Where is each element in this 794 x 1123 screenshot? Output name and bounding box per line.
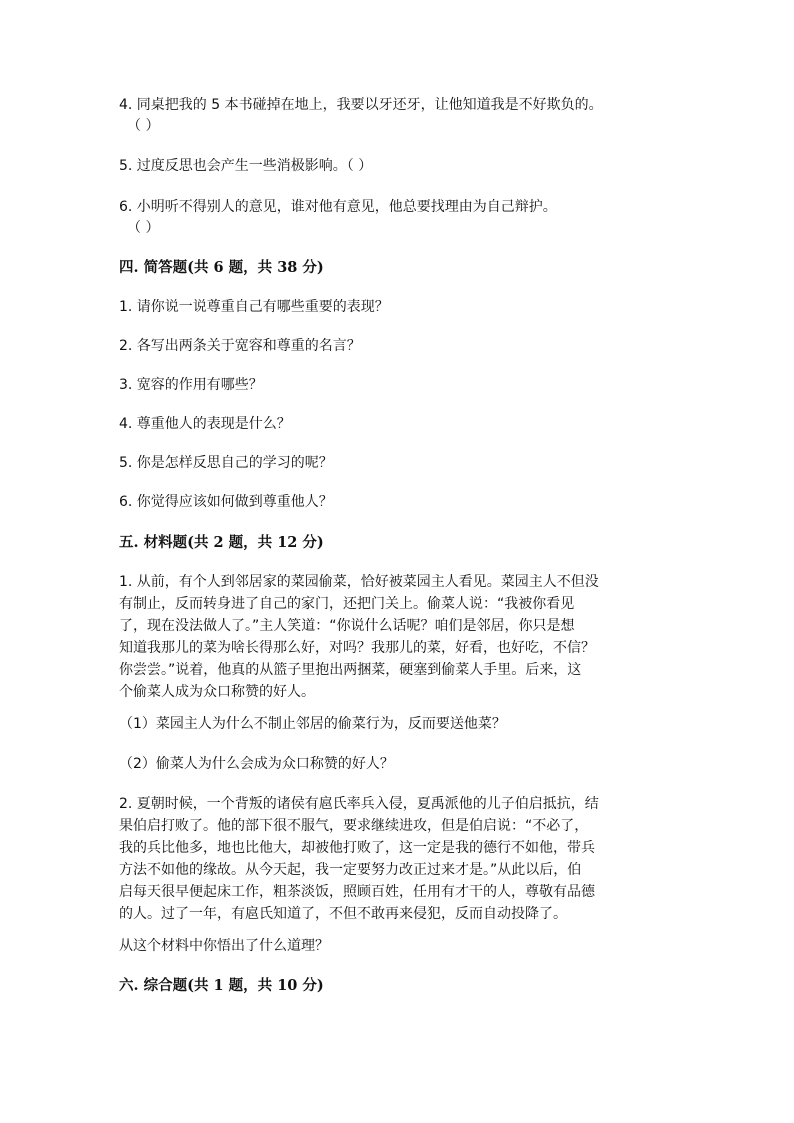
material-1-passage: [119, 571, 679, 703]
short-answer-question-2: 2. 各写出两条关于宽容和尊重的名言？: [119, 338, 361, 354]
passage-line: 个偷菜人成为众口称赞的好人。: [119, 684, 315, 700]
passage-line: 启每天很早便起床工作，粗茶淡饭，照顾百姓，任用有才干的人，尊敬有品德: [119, 884, 595, 900]
section-heading-comprehensive: 六. 综合题(共 1 题，共 10 分): [119, 977, 324, 994]
material-1-subquestion-1: （1）菜园主人为什么不制止邻居的偷菜行为，反而要送他菜？: [119, 716, 506, 732]
passage-line: 果伯启打败了。他的部下很不服气，要求继续进攻，但是伯启说：“不必了，: [119, 818, 589, 834]
tf-question-4: [119, 95, 679, 137]
passage-line: 知道我那儿的菜为啥长得那么好，对吗？我那儿的菜，好看，也好吃，不信？: [119, 640, 595, 656]
question-text: 5. 过度反思也会产生一些消极影响。（ ）: [119, 158, 373, 174]
short-answer-question-6: 6. 你觉得应该如何做到尊重他人？: [119, 494, 333, 510]
passage-line: 2. 夏朝时候，一个背叛的诸侯有扈氏率兵入侵，夏禹派他的儿子伯启抵抗，结: [119, 796, 599, 812]
short-answer-question-3: 3. 宽容的作用有哪些？: [119, 377, 263, 393]
section-heading-short-answer: 四. 简答题(共 6 题，共 38 分): [119, 259, 324, 276]
section-heading-material: 五. 材料题(共 2 题，共 12 分): [119, 534, 324, 551]
question-text: 6. 小明听不得别人的意见，谁对他有意见，他总要找理由为自己辩护。: [119, 199, 557, 215]
answer-blank: （ ）: [127, 220, 160, 236]
short-answer-question-4: 4. 尊重他人的表现是什么？: [119, 416, 291, 432]
question-text: 4. 同桌把我的 5 本书碰掉在地上，我要以牙还牙，让他知道我是不好欺负的。: [119, 97, 603, 113]
material-2-passage: [119, 793, 679, 925]
answer-blank: （ ）: [127, 118, 160, 134]
passage-line: 的人。过了一年，有扈氏知道了，不但不敢再来侵犯，反而自动投降了。: [119, 906, 567, 922]
passage-line: 1. 从前，有个人到邻居家的菜园偷菜，恰好被菜园主人看见。菜园主人不但没: [119, 574, 599, 590]
material-2-prompt: 从这个材料中你悟出了什么道理？: [119, 938, 329, 954]
short-answer-question-1: 1. 请你说一说尊重自己有哪些重要的表现？: [119, 299, 389, 315]
passage-line: 我的兵比他多，地也比他大，却被他打败了，这一定是我的德行不如他，带兵: [119, 840, 595, 856]
short-answer-question-5: 5. 你是怎样反思自己的学习的呢？: [119, 455, 333, 471]
tf-question-5: [119, 156, 679, 177]
passage-line: 了，现在没法做人了。”主人笑道：“你说什么话呢？咱们是邻居，你只是想: [119, 618, 575, 634]
passage-line: 有制止，反而转身进了自己的家门，还把门关上。偷菜人说：“我被你看见: [119, 596, 575, 612]
material-1-subquestion-2: （2）偷菜人为什么会成为众口称赞的好人？: [119, 756, 394, 772]
tf-question-6: [119, 197, 679, 239]
passage-line: 你尝尝。”说着，他真的从篮子里抱出两捆菜，硬塞到偷菜人手里。后来，这: [119, 662, 582, 678]
passage-line: 方法不如他的缘故。从今天起，我一定要努力改正过来才是。”从此以后，伯: [119, 862, 582, 878]
